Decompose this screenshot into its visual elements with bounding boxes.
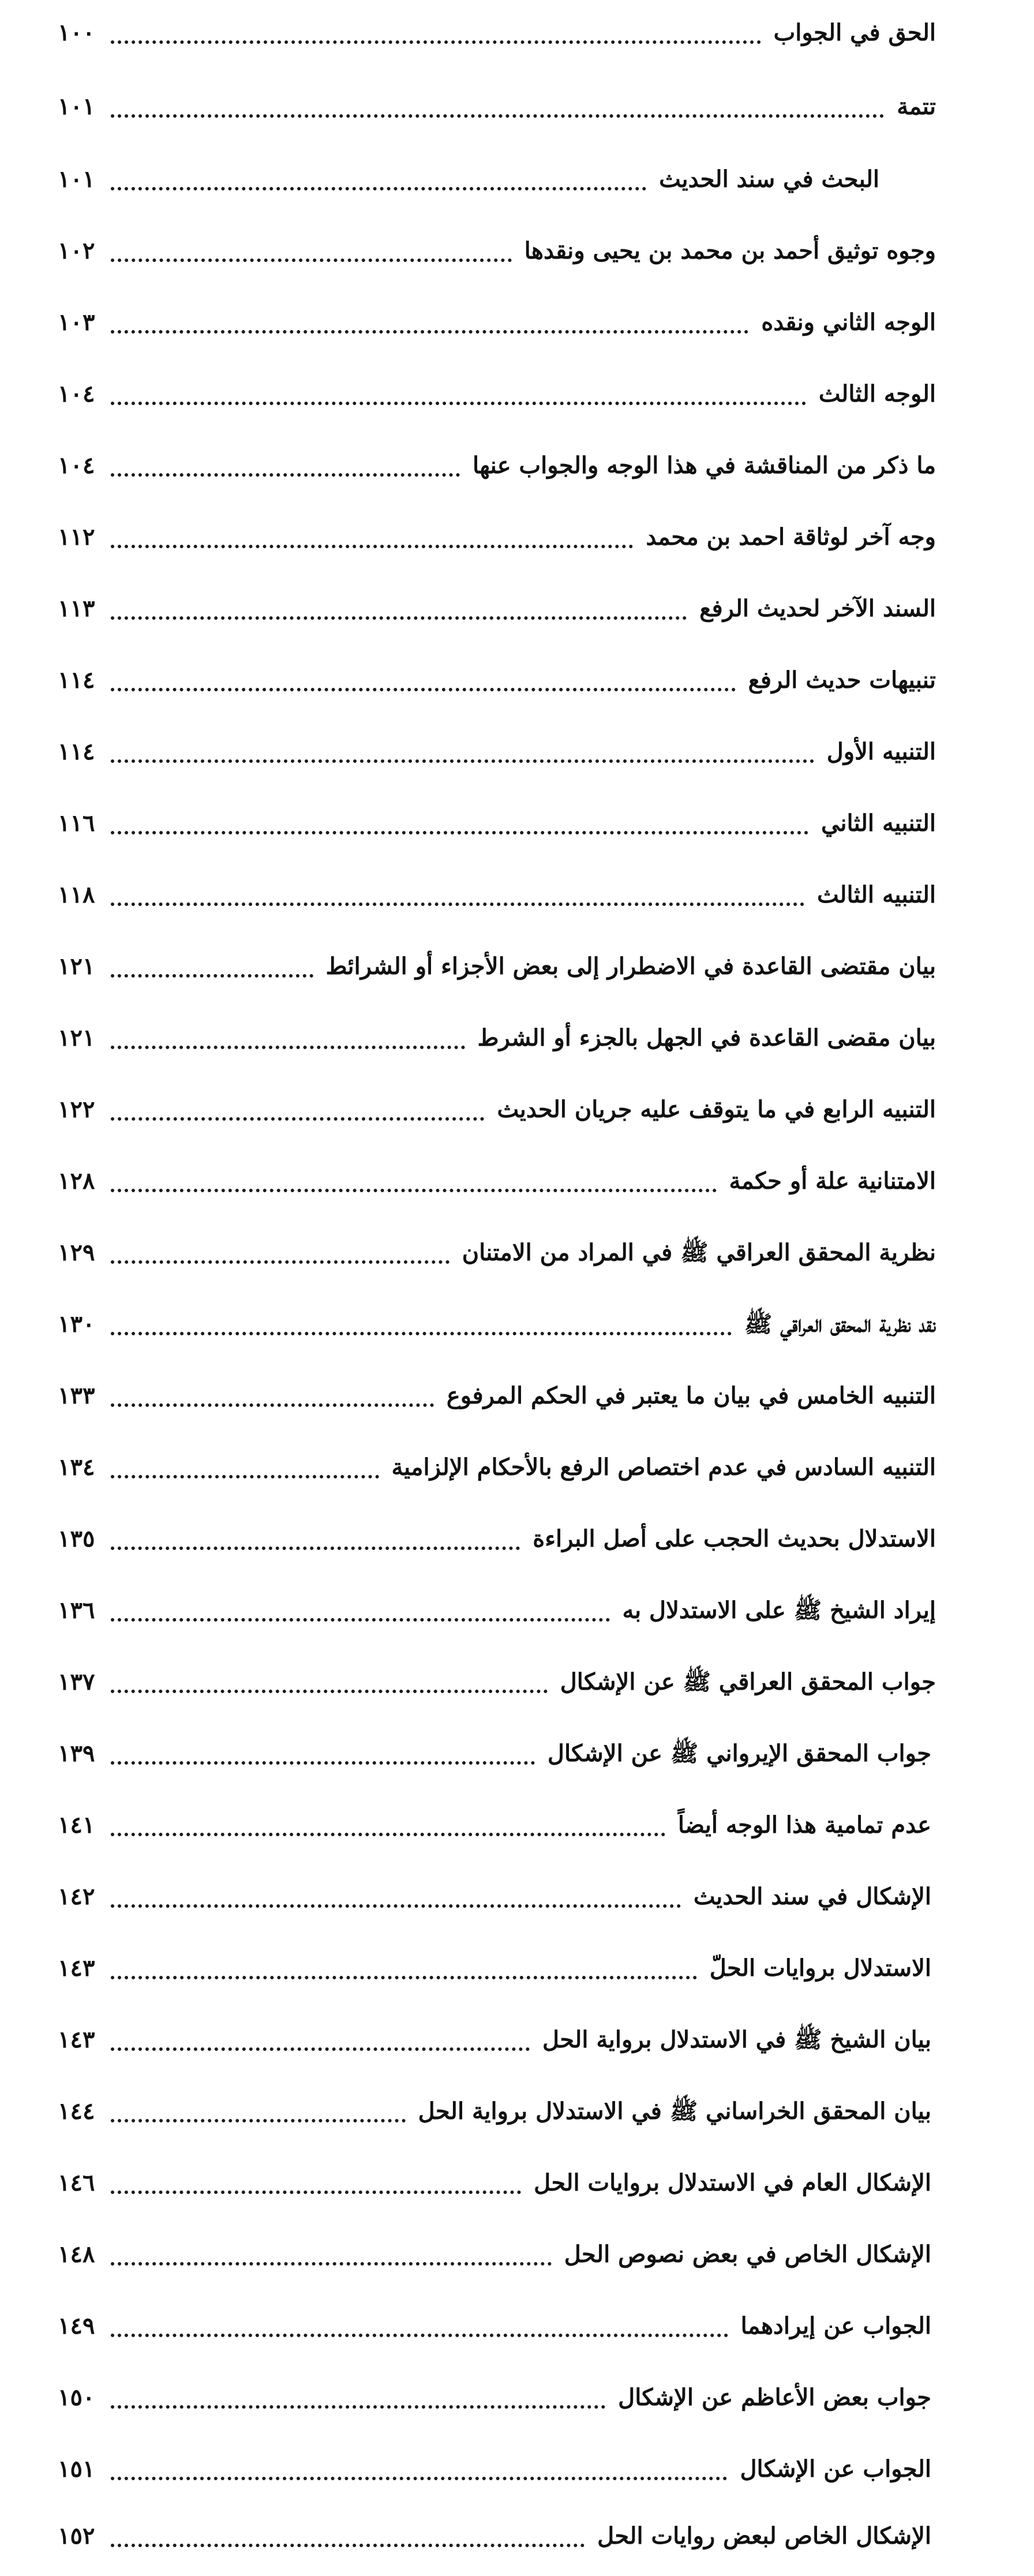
toc-entry bbox=[0, 1935, 1034, 2008]
toc-dot-leader bbox=[111, 473, 460, 477]
toc-dot-leader bbox=[111, 1403, 434, 1407]
toc-entry bbox=[0, 1220, 1034, 1293]
toc-dot-leader bbox=[111, 1117, 484, 1121]
toc-entry bbox=[0, 2150, 1034, 2223]
toc-entry-page: ١٤٢ bbox=[58, 1883, 95, 1910]
toc-dot-leader bbox=[111, 1904, 681, 1908]
toc-entry bbox=[0, 1864, 1034, 1937]
toc-entry-title: الامتنانية علة أو حكمة bbox=[729, 1167, 936, 1195]
toc-entry-page: ١٤٩ bbox=[58, 2312, 95, 2339]
toc-entry bbox=[0, 1291, 1034, 1364]
toc-entry-page: ١٣٠ bbox=[58, 1311, 95, 1338]
toc-entry-page: ١١٢ bbox=[58, 523, 95, 551]
toc-entry bbox=[0, 504, 1034, 577]
toc-entry-page: ١١٨ bbox=[58, 881, 95, 908]
toc-entry-title: ما ذكر من المناقشة في هذا الوجه والجواب عنها bbox=[473, 452, 936, 479]
toc-entry bbox=[0, 2222, 1034, 2294]
toc-entry bbox=[0, 147, 1034, 219]
toc-dot-leader bbox=[111, 1618, 610, 1622]
toc-entry-page: ١٣٦ bbox=[58, 1597, 95, 1624]
toc-entry-page: ١٠١ bbox=[58, 166, 95, 193]
toc-entry bbox=[0, 1077, 1034, 1150]
toc-entry-page: ١٠٤ bbox=[58, 452, 95, 479]
toc-entry-title: الجواب عن الإشكال bbox=[740, 2455, 931, 2483]
toc-entry-page: ١٥٠ bbox=[58, 2384, 95, 2411]
toc-entry bbox=[0, 647, 1034, 720]
toc-entry bbox=[0, 0, 1034, 73]
toc-entry bbox=[0, 862, 1034, 935]
toc-entry-title: الإشكال الخاص لبعض روايات الحل bbox=[597, 2522, 931, 2549]
toc-dot-leader bbox=[111, 1475, 379, 1478]
toc-entry-title: جواب بعض الأعاظم عن الإشكال bbox=[618, 2384, 931, 2411]
toc-entry-page: ١٤٣ bbox=[58, 2026, 95, 2053]
toc-dot-leader bbox=[111, 616, 687, 620]
toc-entry-title: تتمة bbox=[897, 93, 936, 120]
toc-entry-page: ١١٣ bbox=[58, 595, 95, 622]
toc-entry-title: السند الآخر لحديث الرفع bbox=[699, 595, 936, 622]
toc-dot-leader bbox=[111, 2405, 605, 2409]
toc-dot-leader bbox=[111, 2262, 552, 2266]
toc-dot-leader bbox=[111, 1332, 732, 1335]
toc-entry bbox=[0, 1148, 1034, 1221]
toc-dot-leader bbox=[111, 402, 806, 405]
toc-entry bbox=[0, 290, 1034, 362]
toc-entry-title: نظرية المحقق العراقي ﷺ في المراد من الامتنان bbox=[462, 1239, 936, 1266]
toc-entry-page: ١٣٣ bbox=[58, 1382, 95, 1409]
toc-entry-title: الإشكال العام في الاستدلال بروايات الحل bbox=[534, 2169, 931, 2196]
toc-entry-title: الإشكال في سند الحديث bbox=[693, 1883, 931, 1910]
toc-entry-page: ١٤٣ bbox=[58, 1955, 95, 1982]
toc-entry-page: ١٠٤ bbox=[58, 380, 95, 407]
toc-dot-leader bbox=[111, 1189, 717, 1192]
toc-dot-leader bbox=[111, 903, 804, 906]
toc-entry-page: ١١٤ bbox=[58, 738, 95, 765]
toc-entry-title: وجه آخر لوثاقة احمد بن محمد bbox=[646, 523, 936, 551]
toc-entry bbox=[0, 2293, 1034, 2366]
toc-entry-page: ١٤٦ bbox=[58, 2169, 95, 2196]
toc-entry-page: ١٣٩ bbox=[58, 1740, 95, 1767]
toc-entry-page: ١٢٨ bbox=[58, 1167, 95, 1195]
toc-entry-title: التنبيه الثالث bbox=[817, 881, 936, 908]
toc-dot-leader bbox=[111, 1547, 520, 1550]
toc-dot-leader bbox=[111, 545, 633, 548]
toc-entry bbox=[0, 1792, 1034, 1865]
toc-entry-title: وجوه توثيق أحمد بن محمد بن يحيى ونقدها bbox=[524, 237, 936, 264]
toc-entry-page: ١٣٧ bbox=[58, 1668, 95, 1695]
toc-entry-page: ١١٦ bbox=[58, 810, 95, 837]
toc-entry-page: ١٢١ bbox=[58, 953, 95, 980]
toc-dot-leader bbox=[111, 1976, 697, 1979]
toc-entry-page: ١٣٤ bbox=[58, 1454, 95, 1481]
toc-dot-leader bbox=[111, 259, 512, 262]
toc-entry-page: ١٤١ bbox=[58, 1811, 95, 1839]
toc-dot-leader bbox=[111, 1046, 465, 1049]
toc-entry bbox=[0, 2007, 1034, 2080]
toc-dot-leader bbox=[111, 2047, 530, 2051]
toc-dot-leader bbox=[111, 1833, 665, 1836]
toc-entry bbox=[0, 1649, 1034, 1722]
toc-entry bbox=[0, 576, 1034, 649]
toc-entry-page: ١٠٣ bbox=[58, 309, 95, 336]
toc-entry-title: نقد نظرية المحقق العراقي ﷺ bbox=[744, 1311, 936, 1338]
toc-entry-title: التنبيه الخامس في بيان ما يعتبر في الحكم المرفوع bbox=[446, 1382, 936, 1409]
toc-entry-page: ١٠٠ bbox=[58, 19, 95, 46]
toc-dot-leader bbox=[111, 114, 884, 118]
toc-entry-page: ١٢٩ bbox=[58, 1239, 95, 1266]
toc-dot-leader bbox=[111, 2334, 728, 2337]
toc-entry-title: الوجه الثاني ونقده bbox=[761, 309, 936, 336]
toc-entry bbox=[0, 1721, 1034, 1794]
toc-entry-page: ١١٤ bbox=[58, 667, 95, 694]
toc-dot-leader bbox=[111, 759, 814, 763]
toc-entry-page: ١٢٢ bbox=[58, 1096, 95, 1123]
toc-dot-leader bbox=[111, 1761, 535, 1765]
toc-dot-leader bbox=[111, 688, 736, 691]
toc-entry bbox=[0, 1506, 1034, 1579]
toc-entry-title: بيان مقتضى القاعدة في الاضطرار إلى بعض الأجزاء أو الشرائط bbox=[325, 953, 936, 980]
toc-entry-page: ١٥٢ bbox=[58, 2522, 95, 2549]
toc-entry-page: ١٤٨ bbox=[58, 2241, 95, 2268]
toc-entry bbox=[0, 2365, 1034, 2438]
toc-entry bbox=[0, 2079, 1034, 2151]
toc-entry bbox=[0, 218, 1034, 291]
toc-dot-leader bbox=[111, 40, 761, 44]
toc-dot-leader bbox=[111, 974, 313, 978]
toc-entry-title: بيان المحقق الخراساني ﷺ في الاستدلال برواية الحل bbox=[418, 2098, 931, 2125]
toc-entry-title: عدم تمامية هذا الوجه أيضاً bbox=[677, 1811, 931, 1839]
toc-entry-title: جواب المحقق العراقي ﷺ عن الإشكال bbox=[560, 1668, 936, 1695]
toc-entry-title: الاستدلال بروايات الحلّ bbox=[709, 1955, 931, 1982]
toc-entry-title: الحق في الجواب bbox=[773, 19, 936, 46]
toc-entry bbox=[0, 74, 1034, 147]
toc-entry-title: التنبيه الأول bbox=[826, 738, 936, 765]
toc-entry bbox=[0, 719, 1034, 792]
toc-entry bbox=[0, 1578, 1034, 1650]
toc-dot-leader bbox=[111, 2191, 521, 2194]
toc-entry bbox=[0, 1435, 1034, 1507]
toc-entry-page: ١٢١ bbox=[58, 1024, 95, 1051]
toc-entry-title: البحث في سند الحديث bbox=[659, 166, 879, 193]
toc-dot-leader bbox=[111, 831, 808, 834]
toc-entry bbox=[0, 2436, 1034, 2509]
toc-entry-title: إيراد الشيخ ﷺ على الاستدلال به bbox=[622, 1597, 936, 1624]
toc-entry bbox=[0, 1005, 1034, 1078]
toc-entry bbox=[0, 934, 1034, 1006]
toc-dot-leader bbox=[111, 2544, 585, 2547]
toc-entry bbox=[0, 1363, 1034, 1436]
toc-entry-title: التنبيه الثاني bbox=[821, 810, 936, 837]
toc-entry bbox=[0, 433, 1034, 506]
toc-entry-page: ١٣٥ bbox=[58, 1525, 95, 1552]
toc-entry bbox=[0, 791, 1034, 863]
toc-dot-leader bbox=[111, 2119, 406, 2122]
toc-entry-title: بيان الشيخ ﷺ في الاستدلال برواية الحل bbox=[542, 2026, 931, 2053]
toc-dot-leader bbox=[111, 2477, 727, 2480]
toc-entry-title: تنبيهات حديث الرفع bbox=[748, 667, 936, 694]
toc-entry-title: الجواب عن إيرادهما bbox=[740, 2312, 931, 2339]
toc-dot-leader bbox=[111, 330, 748, 334]
toc-entry-title: التنبيه الرابع في ما يتوقف عليه جريان الحديث bbox=[497, 1096, 936, 1123]
toc-entry-page: ١٠١ bbox=[58, 93, 95, 120]
toc-dot-leader bbox=[111, 187, 646, 190]
toc-entry-title: الوجه الثالث bbox=[818, 380, 936, 407]
toc-entry-page: ١٤٤ bbox=[58, 2098, 95, 2125]
toc-dot-leader bbox=[111, 1690, 548, 1693]
toc-entry bbox=[0, 2503, 1034, 2576]
toc-entry-page: ١٠٢ bbox=[58, 237, 95, 264]
toc-entry-page: ١٥١ bbox=[58, 2455, 95, 2483]
toc-entry-title: الإشكال الخاص في بعض نصوص الحل bbox=[564, 2241, 931, 2268]
toc-dot-leader bbox=[111, 1260, 449, 1264]
toc-entry-title: الاستدلال بحديث الحجب على أصل البراءة bbox=[533, 1525, 936, 1552]
toc-entry bbox=[0, 361, 1034, 434]
toc-entry-title: بيان مقضى القاعدة في الجهل بالجزء أو الشرط bbox=[477, 1024, 936, 1051]
toc-entry-title: جواب المحقق الإيرواني ﷺ عن الإشكال bbox=[547, 1740, 931, 1767]
toc-entry-title: التنبيه السادس في عدم اختصاص الرفع بالأحكام الإلزامية bbox=[391, 1454, 936, 1481]
